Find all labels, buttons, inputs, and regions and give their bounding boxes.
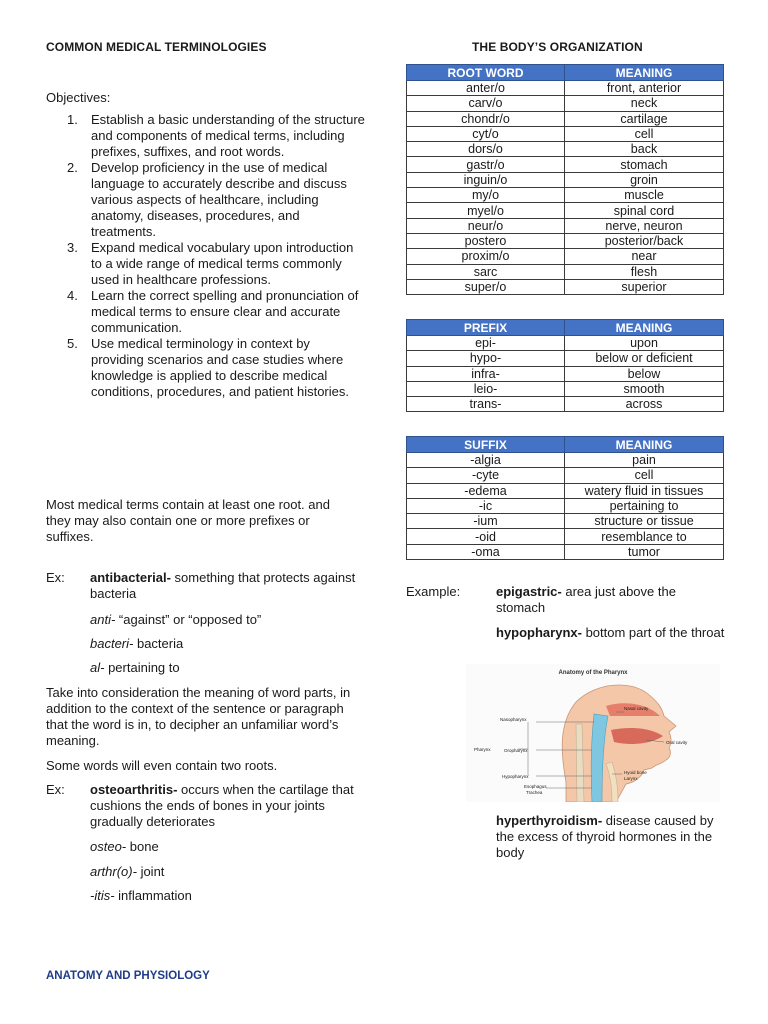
- meaning-cell: structure or tissue: [565, 514, 724, 529]
- word-part-meaning: bacteria: [133, 636, 184, 651]
- objective-item: [67, 336, 365, 400]
- label-esophagus: Esophagus: [524, 784, 547, 789]
- example2-term: osteoarthritis-: [90, 782, 178, 797]
- consideration-paragraph: Take into consideration the meaning of word parts, in addition to the context of the sentence or paragraph that the word is in, to decipher an unfamiliar word’s meaning.: [46, 685, 351, 748]
- table-row: [407, 111, 724, 126]
- example1-definition: [90, 570, 365, 602]
- table-row: [407, 233, 724, 248]
- meaning-cell: front, anterior: [565, 81, 724, 96]
- pharynx-anatomy-figure: [466, 664, 720, 802]
- term-cell: cyt/o: [407, 126, 565, 141]
- meaning-cell: posterior/back: [565, 233, 724, 248]
- example1-label: Ex:: [46, 570, 65, 585]
- term-cell: dors/o: [407, 142, 565, 157]
- example1-term: antibacterial-: [90, 570, 171, 585]
- term-cell: trans-: [407, 397, 565, 412]
- objectives-label: Objectives:: [46, 90, 111, 105]
- pharynx-illustration: [466, 664, 720, 802]
- objective-item: [67, 160, 365, 240]
- label-hyoid-bone: Hyoid bone: [624, 770, 647, 775]
- term-cell: inguin/o: [407, 172, 565, 187]
- meaning-cell: pain: [565, 453, 724, 468]
- table-row: [407, 203, 724, 218]
- objective-number: 3.: [67, 240, 78, 255]
- example-definition: bottom part of the throat: [581, 625, 725, 640]
- table-row: [407, 126, 724, 141]
- table-row: [407, 96, 724, 111]
- word-part-meaning: inflammation: [114, 888, 192, 903]
- example2-definition-text: occurs when the cartilage that cushions the ends of bones in your joints gradually deteriorates: [90, 782, 354, 829]
- word-part: osteo-: [90, 839, 127, 854]
- right-example-item: [496, 813, 726, 861]
- footer-course-name: ANATOMY AND PHYSIOLOGY: [46, 970, 210, 982]
- term-cell: -oma: [407, 544, 565, 559]
- prefix-table: [406, 319, 724, 412]
- table-row: [407, 188, 724, 203]
- table-row: [407, 468, 724, 483]
- section-title: THE BODY’S ORGANIZATION: [472, 40, 643, 54]
- root-word-table: [406, 64, 724, 295]
- meaning-cell: pertaining to: [565, 498, 724, 513]
- label-nasal-cavity: Nasal cavity: [624, 706, 649, 711]
- table-header: MEANING: [565, 437, 724, 453]
- term-cell: gastr/o: [407, 157, 565, 172]
- example2-part: [90, 864, 164, 880]
- meaning-cell: superior: [565, 279, 724, 294]
- label-hypopharynx: Hypopharynx: [502, 774, 529, 779]
- meaning-cell: near: [565, 249, 724, 264]
- label-pharynx: Pharynx: [474, 747, 491, 752]
- intro-paragraph: Most medical terms contain at least one root. and they may also contain one or more prefixes or suffixes.: [46, 497, 330, 544]
- word-part: -itis-: [90, 888, 115, 903]
- example2-label: Ex:: [46, 782, 65, 797]
- table-row: [407, 172, 724, 187]
- label-larynx: Larynx: [624, 776, 638, 781]
- meaning-cell: upon: [565, 336, 724, 351]
- example-term: hypopharynx-: [496, 625, 582, 640]
- table-row: [407, 544, 724, 559]
- table-row: [407, 142, 724, 157]
- meaning-cell: across: [565, 397, 724, 412]
- meaning-cell: spinal cord: [565, 203, 724, 218]
- example1-part: [90, 636, 183, 652]
- meaning-cell: nerve, neuron: [565, 218, 724, 233]
- term-cell: carv/o: [407, 96, 565, 111]
- meaning-cell: below or deficient: [565, 351, 724, 366]
- table-row: [407, 218, 724, 233]
- term-cell: proxim/o: [407, 249, 565, 264]
- term-cell: myel/o: [407, 203, 565, 218]
- label-nasopharynx: Nasopharynx: [500, 717, 527, 722]
- objective-number: 4.: [67, 288, 78, 303]
- objective-item: [67, 240, 365, 288]
- word-part-meaning: bone: [126, 839, 159, 854]
- table-row: [407, 351, 724, 366]
- term-cell: postero: [407, 233, 565, 248]
- term-cell: -algia: [407, 453, 565, 468]
- table-row: [407, 264, 724, 279]
- meaning-cell: tumor: [565, 544, 724, 559]
- table-row: [407, 381, 724, 396]
- page-title: COMMON MEDICAL TERMINOLOGIES: [46, 40, 267, 54]
- example-term: epigastric-: [496, 584, 562, 599]
- suffix-table: [406, 436, 724, 560]
- word-part-meaning: pertaining to: [104, 660, 180, 675]
- example1-part: [90, 612, 261, 628]
- table-row: [407, 336, 724, 351]
- figure-title: Anatomy of the Pharynx: [558, 670, 628, 676]
- table-header: PREFIX: [407, 320, 565, 336]
- meaning-cell: watery fluid in tissues: [565, 483, 724, 498]
- example2-part: [90, 888, 192, 904]
- term-cell: super/o: [407, 279, 565, 294]
- term-cell: -oid: [407, 529, 565, 544]
- objective-text: Establish a basic understanding of the structure and components of medical terms, including prefixes, suffixes, and root words.: [91, 112, 365, 159]
- table-row: [407, 157, 724, 172]
- meaning-cell: cartilage: [565, 111, 724, 126]
- example1-part: [90, 660, 180, 676]
- meaning-cell: below: [565, 366, 724, 381]
- meaning-cell: cell: [565, 126, 724, 141]
- table-row: [407, 81, 724, 96]
- word-part-meaning: joint: [136, 864, 165, 879]
- term-cell: -edema: [407, 483, 565, 498]
- term-cell: -ic: [407, 498, 565, 513]
- objective-item: [67, 288, 365, 336]
- table-row: [407, 366, 724, 381]
- example1-definition-text: something that protects against bacteria: [90, 570, 356, 601]
- table-row: [407, 453, 724, 468]
- table-row: [407, 514, 724, 529]
- example2-definition: [90, 782, 365, 830]
- term-cell: hypo-: [407, 351, 565, 366]
- table-row: [407, 498, 724, 513]
- table-header: MEANING: [565, 320, 724, 336]
- term-cell: anter/o: [407, 81, 565, 96]
- meaning-cell: smooth: [565, 381, 724, 396]
- word-part-meaning: “against” or “opposed to”: [115, 612, 262, 627]
- term-cell: neur/o: [407, 218, 565, 233]
- word-part: anti-: [90, 612, 116, 627]
- example2-part: [90, 839, 159, 855]
- meaning-cell: groin: [565, 172, 724, 187]
- meaning-cell: resemblance to: [565, 529, 724, 544]
- meaning-cell: cell: [565, 468, 724, 483]
- word-part: arthr(o)-: [90, 864, 137, 879]
- word-part: al-: [90, 660, 105, 675]
- meaning-cell: back: [565, 142, 724, 157]
- objectives-list: [67, 112, 365, 400]
- term-cell: leio-: [407, 381, 565, 396]
- meaning-cell: flesh: [565, 264, 724, 279]
- label-trachea: Trachea: [526, 790, 543, 795]
- meaning-cell: stomach: [565, 157, 724, 172]
- example-definition: area just above the stomach: [496, 584, 676, 615]
- term-cell: sarc: [407, 264, 565, 279]
- objective-number: 2.: [67, 160, 78, 175]
- term-cell: my/o: [407, 188, 565, 203]
- table-row: [407, 279, 724, 294]
- right-example-item: [496, 625, 726, 641]
- right-example-label: Example:: [406, 584, 461, 599]
- table-row: [407, 529, 724, 544]
- objective-number: 1.: [67, 112, 78, 127]
- two-roots-note: Some words will even contain two roots.: [46, 758, 278, 773]
- term-cell: epi-: [407, 336, 565, 351]
- meaning-cell: muscle: [565, 188, 724, 203]
- objective-item: [67, 112, 365, 160]
- table-header: ROOT WORD: [407, 65, 565, 81]
- label-oral-cavity: Oral cavity: [666, 740, 688, 745]
- table-row: [407, 249, 724, 264]
- term-cell: -ium: [407, 514, 565, 529]
- term-cell: infra-: [407, 366, 565, 381]
- example-definition: disease caused by the excess of thyroid hormones in the body: [496, 813, 714, 860]
- table-row: [407, 397, 724, 412]
- table-row: [407, 483, 724, 498]
- term-cell: chondr/o: [407, 111, 565, 126]
- objective-text: Learn the correct spelling and pronunciation of medical terms to ensure clear and accurate communication.: [91, 288, 359, 335]
- objective-number: 5.: [67, 336, 78, 351]
- objective-text: Expand medical vocabulary upon introduction to a wide range of medical terms commonly used in healthcare professions.: [91, 240, 354, 287]
- term-cell: -cyte: [407, 468, 565, 483]
- example-term: hyperthyroidism-: [496, 813, 603, 828]
- objective-text: Develop proficiency in the use of medical language to accurately describe and discuss various aspects of healthcare, including anatomy, diseases, procedures, and treatments.: [91, 160, 347, 239]
- label-oropharynx: Oropharynx: [504, 748, 528, 753]
- table-header: SUFFIX: [407, 437, 565, 453]
- table-header: MEANING: [565, 65, 724, 81]
- meaning-cell: neck: [565, 96, 724, 111]
- objective-text: Use medical terminology in context by providing scenarios and case studies where knowledge is applied to describe medical conditions, procedures, and patient histories.: [91, 336, 349, 399]
- right-example-item: [496, 584, 726, 616]
- word-part: bacteri-: [90, 636, 134, 651]
